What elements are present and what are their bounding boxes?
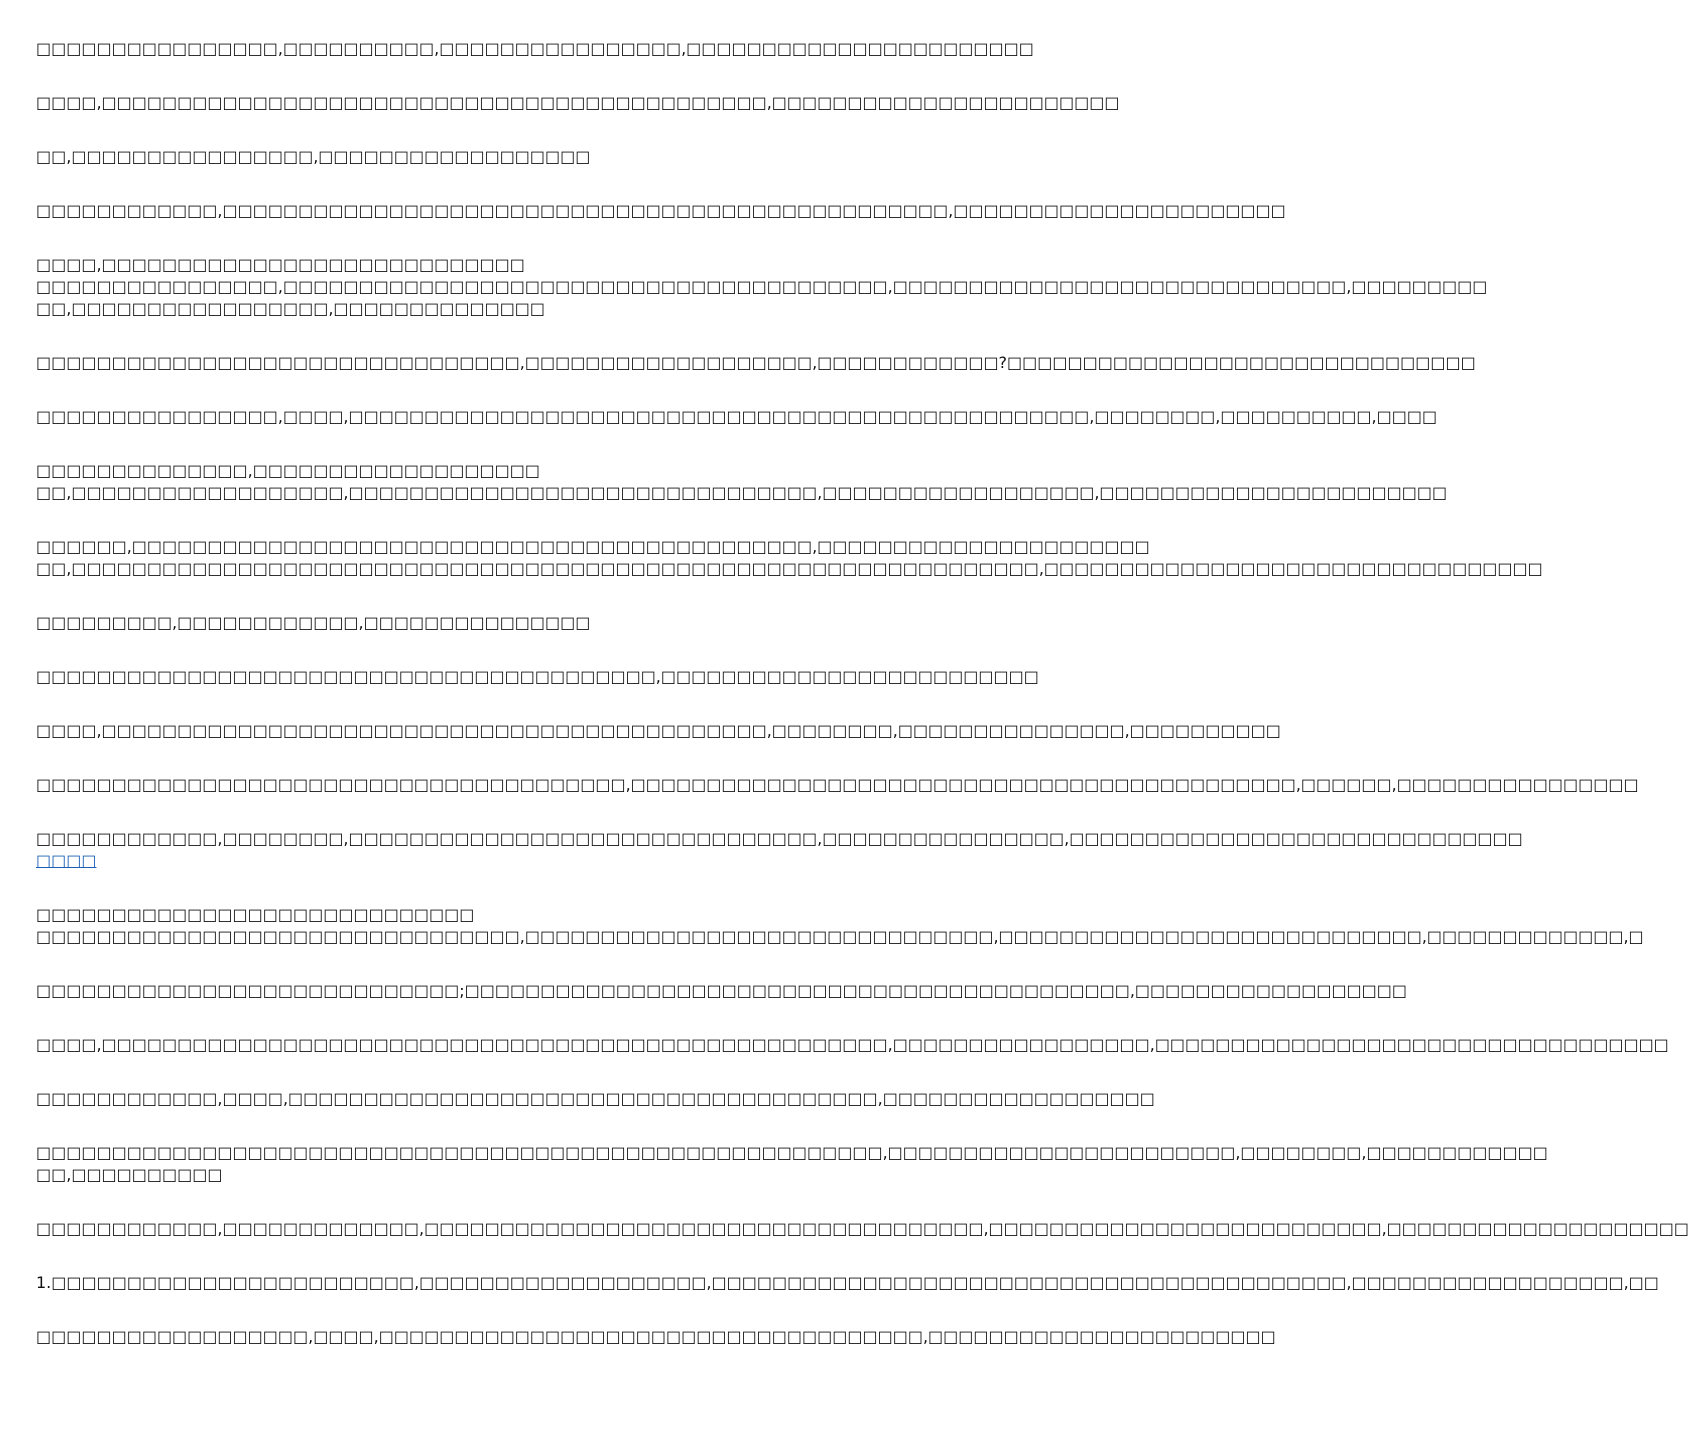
paragraph-gap: [36, 634, 990, 666]
paragraph-line: □□□□□□□□□□□□□□□□,□□□□□□□□□□□□□□□□□□□□□□□□□□□□□□□□□□□□□□□□,□□□□□□□□□□□□□□□□□□□□□□□□□□□□□□,□□□□□□□□□: [36, 277, 1488, 296]
paragraph-line: □□□□□□□□□□□□□□□□□□□□□□□□□□□□□□□□□□□□□□□□□□□□□□□□□□□□□□□□,□□□□□□□□□□□□□□□□□□□□□□□,□□□□□□□□,□□□□□□□□□□□□: [36, 1143, 1548, 1162]
paragraph-gap: [36, 60, 990, 92]
article-body: [36, 38, 1689, 1380]
paragraph: [36, 1272, 1659, 1294]
paragraph-gap: [36, 580, 990, 612]
paragraph-line: □□□□□□□□□□□□□□□□,□□□□□□□□□□,□□□□□□□□□□□□□□□□,□□□□□□□□□□□□□□□□□□□□□□□: [36, 39, 1034, 58]
paragraph: [36, 254, 1488, 320]
paragraph-gap: [36, 1110, 990, 1142]
paragraph: [36, 1142, 1548, 1186]
paragraph-gap: [36, 1294, 990, 1326]
paragraph-gap: [36, 872, 990, 904]
paragraph: [36, 536, 1543, 580]
paragraph-gap: [36, 168, 990, 200]
paragraph-line: □□□□□□□□□□□□□□,□□□□□□□□□□□□□□□□□□□: [36, 461, 540, 480]
paragraph-line: □□□□,□□□□□□□□□□□□□□□□□□□□□□□□□□□□: [36, 255, 525, 274]
paragraph: [36, 666, 1039, 688]
link-line: [36, 850, 990, 872]
paragraph-gap: [36, 742, 990, 774]
paragraph-gap: [36, 1240, 990, 1272]
paragraph: [36, 1326, 1276, 1348]
paragraph-gap: [36, 320, 990, 352]
paragraph-line: □□□□□□□□□□□□,□□□□,□□□□□□□□□□□□□□□□□□□□□□□□□□□□□□□□□□□□□□□,□□□□□□□□□□□□□□□□□□: [36, 1089, 1155, 1108]
paragraph-line: □□□□,□□□□□□□□□□□□□□□□□□□□□□□□□□□□□□□□□□□□□□□□□□□□□□□□□□□□,□□□□□□□□□□□□□□□□□,□□□□□□□□□□□□□□□□□□□□□□□□□□□□□□□□□□: [36, 1035, 1669, 1054]
read-more-link[interactable]: □□□□: [36, 851, 97, 870]
paragraph-line: □□□□□□□□□□□□□□□□□□□□□□□□□□□□;□□□□□□□□□□□□□□□□□□□□□□□□□□□□□□□□□□□□□□□□□□□□,□□□□□□□□□□□□□□□□□□: [36, 981, 1408, 1000]
paragraph-gap: [36, 1186, 990, 1218]
paragraph-line: □□□□,□□□□□□□□□□□□□□□□□□□□□□□□□□□□□□□□□□□□□□□□□□□□,□□□□□□□□□□□□□□□□□□□□□□□: [36, 93, 1120, 112]
paragraph: [36, 980, 1408, 1002]
paragraph-line: □□□□□□□□□□□□□□□□□□□□□□□□□□□□□□□□,□□□□□□□□□□□□□□□□□□□□□□□□□□□□□□□,□□□□□□□□□□□□□□□□□□□□□□□□□□□□,□□□□□□□□□□□□□,□: [36, 927, 1644, 946]
paragraph-line: □□□□□□□□□,□□□□□□□□□□□□,□□□□□□□□□□□□□□□: [36, 613, 591, 632]
paragraph: [36, 1088, 1155, 1110]
paragraph-line: □□□□□□□□□□□□□□□□□□,□□□□,□□□□□□□□□□□□□□□□□□□□□□□□□□□□□□□□□□□□,□□□□□□□□□□□□□□□□□□□□□□□: [36, 1327, 1276, 1346]
paragraph: [36, 146, 990, 168]
paragraph: [36, 1218, 1689, 1240]
paragraph: [36, 352, 1476, 374]
paragraph: [36, 828, 1523, 850]
paragraph: [36, 612, 990, 634]
paragraph-gap: [36, 428, 990, 460]
paragraph-line: □□□□□□□□□□□□□□□□□□□□□□□□□□□□□□□□□□□□□□□□□,□□□□□□□□□□□□□□□□□□□□□□□□□: [36, 667, 1039, 686]
paragraph-gap: [36, 1056, 990, 1088]
paragraph-line: □□□□□□□□□□□□□□□□□□□□□□□□□□□□□: [36, 905, 475, 924]
paragraph-gap: [36, 374, 990, 406]
paragraph-gap: [36, 504, 990, 536]
paragraph-line: □□□□□□□□□□□□,□□□□□□□□,□□□□□□□□□□□□□□□□□□□□□□□□□□□□□□□,□□□□□□□□□□□□□□□□,□□□□□□□□□□□□□□□□□□□□□□□□□□□□□□: [36, 829, 1523, 848]
paragraph-line: □□□□□□□□□□□□□□□□□□□□□□□□□□□□□□□□□□□□□□□,□□□□□□□□□□□□□□□□□□□□□□□□□□□□□□□□□□□□□□□□□□□□,□□□□□□,□□□□□□□□□□□□□□□□: [36, 775, 1639, 794]
paragraph-gap: [36, 222, 990, 254]
paragraph: [36, 774, 1639, 796]
paragraph: [36, 92, 1120, 114]
paragraph-line: □□□□□□□□□□□□□□□□,□□□□,□□□□□□□□□□□□□□□□□□□□□□□□□□□□□□□□□□□□□□□□□□□□□□□□□,□□□□□□□□,□□□□□□□□□□,□□□□: [36, 407, 1438, 426]
paragraph-gap: [36, 796, 990, 828]
paragraph: [36, 406, 1438, 428]
paragraph: [36, 904, 1644, 948]
paragraph: [36, 1034, 1669, 1056]
paragraph-gap: [36, 1002, 990, 1034]
paragraph-line: □□□□□□□□□□□□,□□□□□□□□□□□□□,□□□□□□□□□□□□□□□□□□□□□□□□□□□□□□□□□□□□□,□□□□□□□□□□□□□□□□□□□□□□□□□□,□□□□□□□□□□□□□□□□□□□□: [36, 1219, 1689, 1238]
paragraph-line: □□□□,□□□□□□□□□□□□□□□□□□□□□□□□□□□□□□□□□□□□□□□□□□□□,□□□□□□□□,□□□□□□□□□□□□□□□,□□□□□□□□□□: [36, 721, 1281, 740]
paragraph-line: □□□□□□□□□□□□□□□□□□□□□□□□□□□□□□□□,□□□□□□□□□□□□□□□□□□□,□□□□□□□□□□□□?□□□□□□□□□□□□□□□□□□□□□□□□□□□□□□□: [36, 353, 1476, 372]
paragraph-gap: [36, 948, 990, 980]
paragraph-line: □□,□□□□□□□□□□□□□□□□,□□□□□□□□□□□□□□□□□□: [36, 147, 591, 166]
paragraph: [36, 460, 1448, 504]
paragraph-gap: [36, 114, 990, 146]
paragraph-line: □□,□□□□□□□□□□□□□□□□□□,□□□□□□□□□□□□□□□□□□□□□□□□□□□□□□□,□□□□□□□□□□□□□□□□□□,□□□□□□□□□□□□□□□□□□□□□□□: [36, 483, 1448, 502]
paragraph-line: □□,□□□□□□□□□□: [36, 1165, 223, 1184]
paragraph-line: □□□□□□,□□□□□□□□□□□□□□□□□□□□□□□□□□□□□□□□□□□□□□□□□□□□□,□□□□□□□□□□□□□□□□□□□□□□: [36, 537, 1150, 556]
paragraph-gap: [36, 1348, 990, 1380]
paragraph: [36, 720, 1281, 742]
paragraph: [36, 38, 1034, 60]
paragraph-line: □□,□□□□□□□□□□□□□□□□□,□□□□□□□□□□□□□□: [36, 299, 546, 318]
paragraph-line: 1.□□□□□□□□□□□□□□□□□□□□□□□□,□□□□□□□□□□□□□□□□□□□,□□□□□□□□□□□□□□□□□□□□□□□□□□□□□□□□□□□□□□□□□□,□□□□□□□□□□□□□□□□□□,□□: [36, 1273, 1659, 1292]
paragraph-line: □□,□□□□□□□□□□□□□□□□□□□□□□□□□□□□□□□□□□□□□□□□□□□□□□□□□□□□□□□□□□□□□□□□,□□□□□□□□□□□□□□□□□□□□□□□□□□□□□□□□□: [36, 559, 1543, 578]
paragraph-line: □□□□□□□□□□□□,□□□□□□□□□□□□□□□□□□□□□□□□□□□□□□□□□□□□□□□□□□□□□□□□,□□□□□□□□□□□□□□□□□□□□□□: [36, 201, 1286, 220]
paragraph-gap: [36, 688, 990, 720]
paragraph: [36, 200, 1286, 222]
